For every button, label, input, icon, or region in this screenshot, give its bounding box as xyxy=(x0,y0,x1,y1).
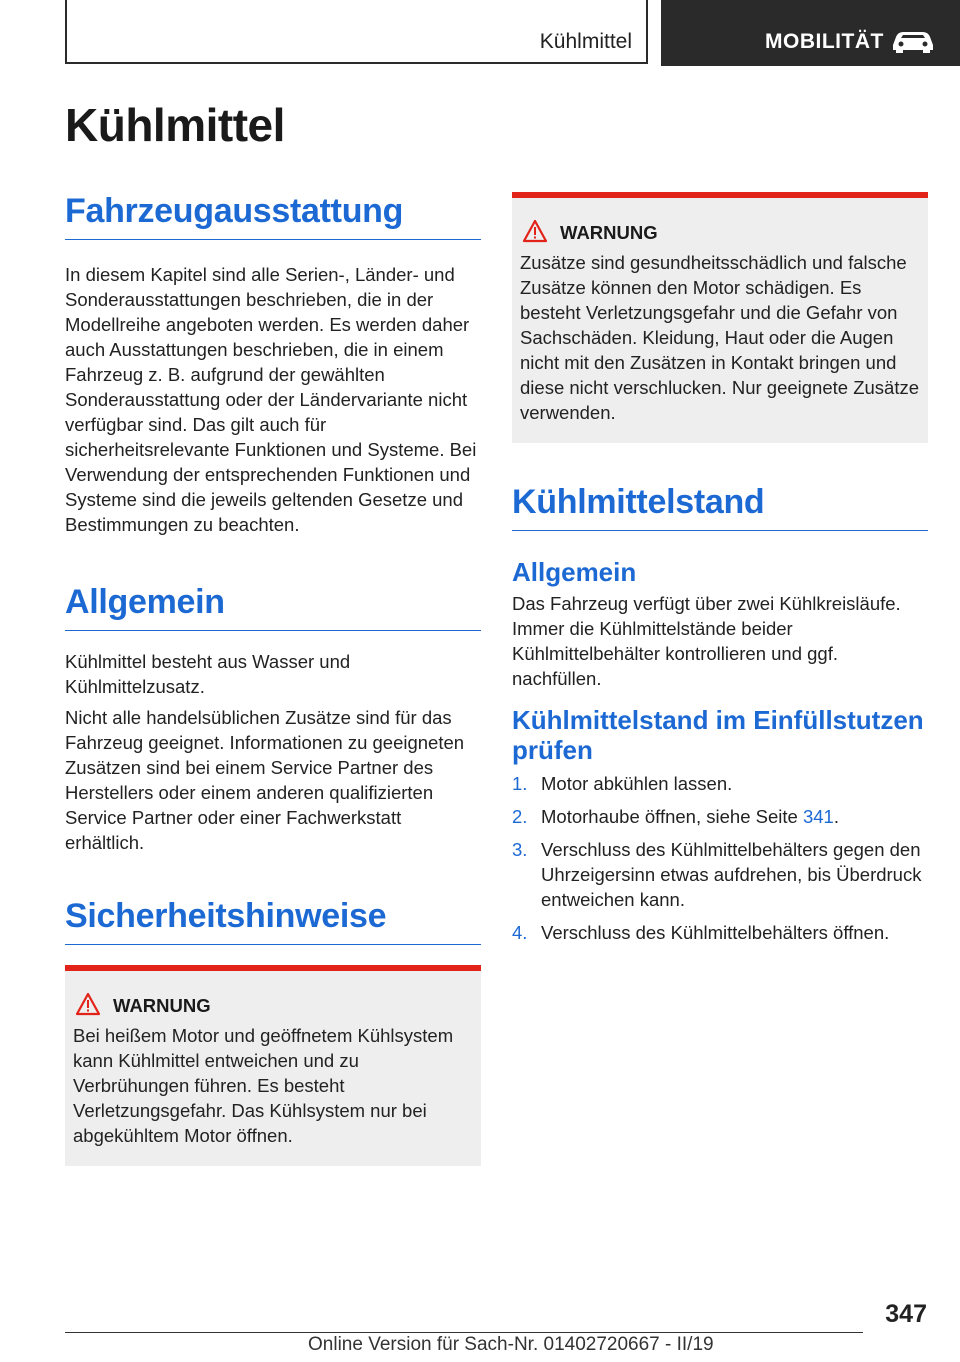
warning-title xyxy=(113,995,473,1017)
step-item xyxy=(512,804,928,829)
warning-title-text: WARNUNG xyxy=(113,995,211,1016)
subheading-einfuellstutzen: Kühlmittelstand im Einfüllstutzen prüfen xyxy=(512,705,924,765)
left-column xyxy=(65,192,481,1166)
warning-text: Zusätze sind gesundheitsschädlich und falsche Zusätze können den Motor schädigen. Es besteht Verletzungsgefahr und die Gefahr von Sachschäden. Kleidung, Haut oder die Augen nicht mit den Zusätzen in Kontakt bringen und diese nicht verschlucken. Nur geeignete Zusätze verwenden. xyxy=(520,252,919,423)
header-section-title: Kühlmittel xyxy=(539,30,632,53)
step-list xyxy=(512,771,928,945)
header-section-box xyxy=(65,0,648,64)
step-text-end: . xyxy=(833,806,839,827)
paragraph-ausstattung: In diesem Kapitel sind alle Serien-, Länder- und Sonderausstattungen beschrieben, die in der Modellreihe angeboten werden. Es werden daher auch Ausstattungen beschrieben, die in einem Fahrzeug z. B. aufgrund der gewählten Sonderausstattung oder der Ländervariante nicht verfügbar sind. Das gilt auch für sicherheitsrelevante Funktionen und Systeme. Bei Verwendung der entsprechenden Funktionen und Systeme sind die jeweils geltenden Gesetze und Bestimmungen zu beachten. xyxy=(65,264,477,535)
subheading-allgemein: Allgemein xyxy=(512,557,637,587)
footer-divider xyxy=(65,1332,863,1333)
paragraph-allgemein-1: Kühlmittel besteht aus Wasser und Kühlmittelzusatz. xyxy=(65,651,351,697)
paragraph-stand-allgemein: Das Fahrzeug verfügt über zwei Kühlkreisläufe. Immer die Kühlmittelstände beider Kühlmittelbehälter kontrollieren und ggf. nachfüllen. xyxy=(512,593,901,689)
heading-sicherheitshinweise: Sicherheitshinweise xyxy=(65,897,481,945)
step-item xyxy=(512,920,928,945)
heading-kuehlmittelstand: Kühlmittelstand xyxy=(512,483,928,531)
step-number: 2. xyxy=(512,806,528,827)
car-icon xyxy=(889,28,937,54)
right-column xyxy=(512,192,928,953)
step-number: 1. xyxy=(512,773,528,794)
step-number: 3. xyxy=(512,839,528,860)
step-text: Motor abkühlen lassen. xyxy=(541,773,733,794)
page-title: Kühlmittel xyxy=(65,99,285,151)
page-number: 347 xyxy=(885,1300,927,1328)
footer-text: Online Version für Sach-Nr. 01402720667 - II/19 xyxy=(308,1334,714,1355)
warning-title-text: WARNUNG xyxy=(560,222,658,243)
warning-triangle-icon xyxy=(75,992,101,1016)
step-item xyxy=(512,771,928,796)
header-category-label: MOBILITÄT xyxy=(765,30,884,53)
warning-triangle-icon xyxy=(522,219,548,243)
page-link-341[interactable]: 341 xyxy=(802,806,834,827)
step-text: Verschluss des Kühlmittelbehälters gegen den Uhrzeigersinn etwas aufdrehen, bis Überdruck entweichen kann. xyxy=(541,839,922,910)
warning-title xyxy=(560,222,920,244)
header-category-tab[interactable] xyxy=(661,0,960,66)
step-text: Motorhaube öffnen, siehe Seite xyxy=(541,806,803,827)
heading-allgemein: Allgemein xyxy=(65,583,481,631)
warning-text: Bei heißem Motor und geöffnetem Kühlsystem kann Kühlmittel entweichen und zu Verbrühungen führen. Es besteht Verletzungsgefahr. Das Kühlsystem nur bei abgekühltem Motor öffnen. xyxy=(73,1025,454,1146)
warning-box-heat xyxy=(65,965,481,1166)
step-number: 4. xyxy=(512,922,528,943)
step-item xyxy=(512,837,928,912)
heading-fahrzeugausstattung: Fahrzeugausstattung xyxy=(65,192,481,240)
step-text: Verschluss des Kühlmittelbehälters öffnen. xyxy=(541,922,890,943)
warning-box-additives xyxy=(512,192,928,443)
paragraph-allgemein-2: Nicht alle handelsüblichen Zusätze sind für das Fahrzeug geeignet. Informationen zu geeigneten Zusätzen sind bei einem Service Partner des Herstellers oder einem anderen qualifizierten Service Partner oder einer Fachwerkstatt erhältlich. xyxy=(65,707,465,853)
